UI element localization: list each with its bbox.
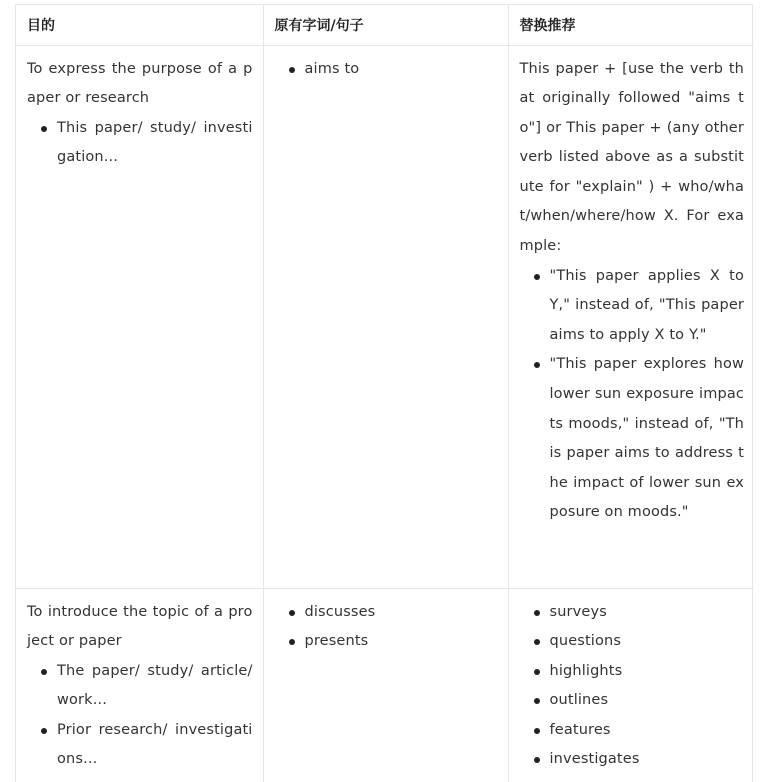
purpose-list: [27, 114, 253, 173]
list-item: surveys: [550, 598, 745, 628]
replacement-text: This paper + [use the verb that originally followed "aims to"] or This paper + (any other verb listed above as a substitute for "explain" ) + who/what/when/where/how X. For example:: [519, 60, 744, 255]
purpose-cell: [16, 588, 263, 782]
table-row: [16, 588, 754, 782]
list-item: highlights: [550, 657, 745, 687]
list-item: "This paper explores how lower sun exposure impacts moods," instead of, "This paper aims to address the impact of lower sun exposure on moods.": [550, 350, 745, 528]
original-list: [275, 55, 498, 85]
list-item: Prior research/ investigations...: [57, 716, 253, 775]
comparison-table-frame: [15, 4, 753, 782]
purpose-text: To express the purpose of a paper or research: [27, 60, 253, 107]
purpose-text: To introduce the topic of a project or paper: [27, 603, 253, 650]
list-item: "This paper applies X to Y," instead of, "This paper aims to apply X to Y.": [550, 262, 745, 351]
header-replacement: 替换推荐: [508, 5, 754, 45]
purpose-list: [27, 657, 253, 775]
original-cell: [263, 45, 508, 588]
replacement-list: [520, 598, 745, 776]
original-list: [275, 598, 498, 657]
list-item: questions: [550, 627, 745, 657]
table-row: [16, 45, 754, 588]
original-cell: [263, 588, 508, 782]
list-item: outlines: [550, 686, 745, 716]
list-item: aims to: [305, 55, 498, 85]
list-item: discusses: [305, 598, 498, 628]
list-item: This paper/ study/ investigation...: [57, 114, 253, 173]
list-item: investigates: [550, 745, 745, 775]
replacement-cell: [508, 45, 754, 588]
header-purpose: 目的: [16, 5, 263, 45]
list-item: presents: [305, 627, 498, 657]
list-item: features: [550, 716, 745, 746]
list-item: The paper/ study/ article/ work...: [57, 657, 253, 716]
example-list: [520, 262, 745, 528]
header-row: [16, 5, 754, 45]
comparison-table: [16, 5, 754, 782]
replacement-cell: [508, 588, 754, 782]
header-original-phrase: 原有字词/句子: [263, 5, 508, 45]
purpose-cell: [16, 45, 263, 588]
